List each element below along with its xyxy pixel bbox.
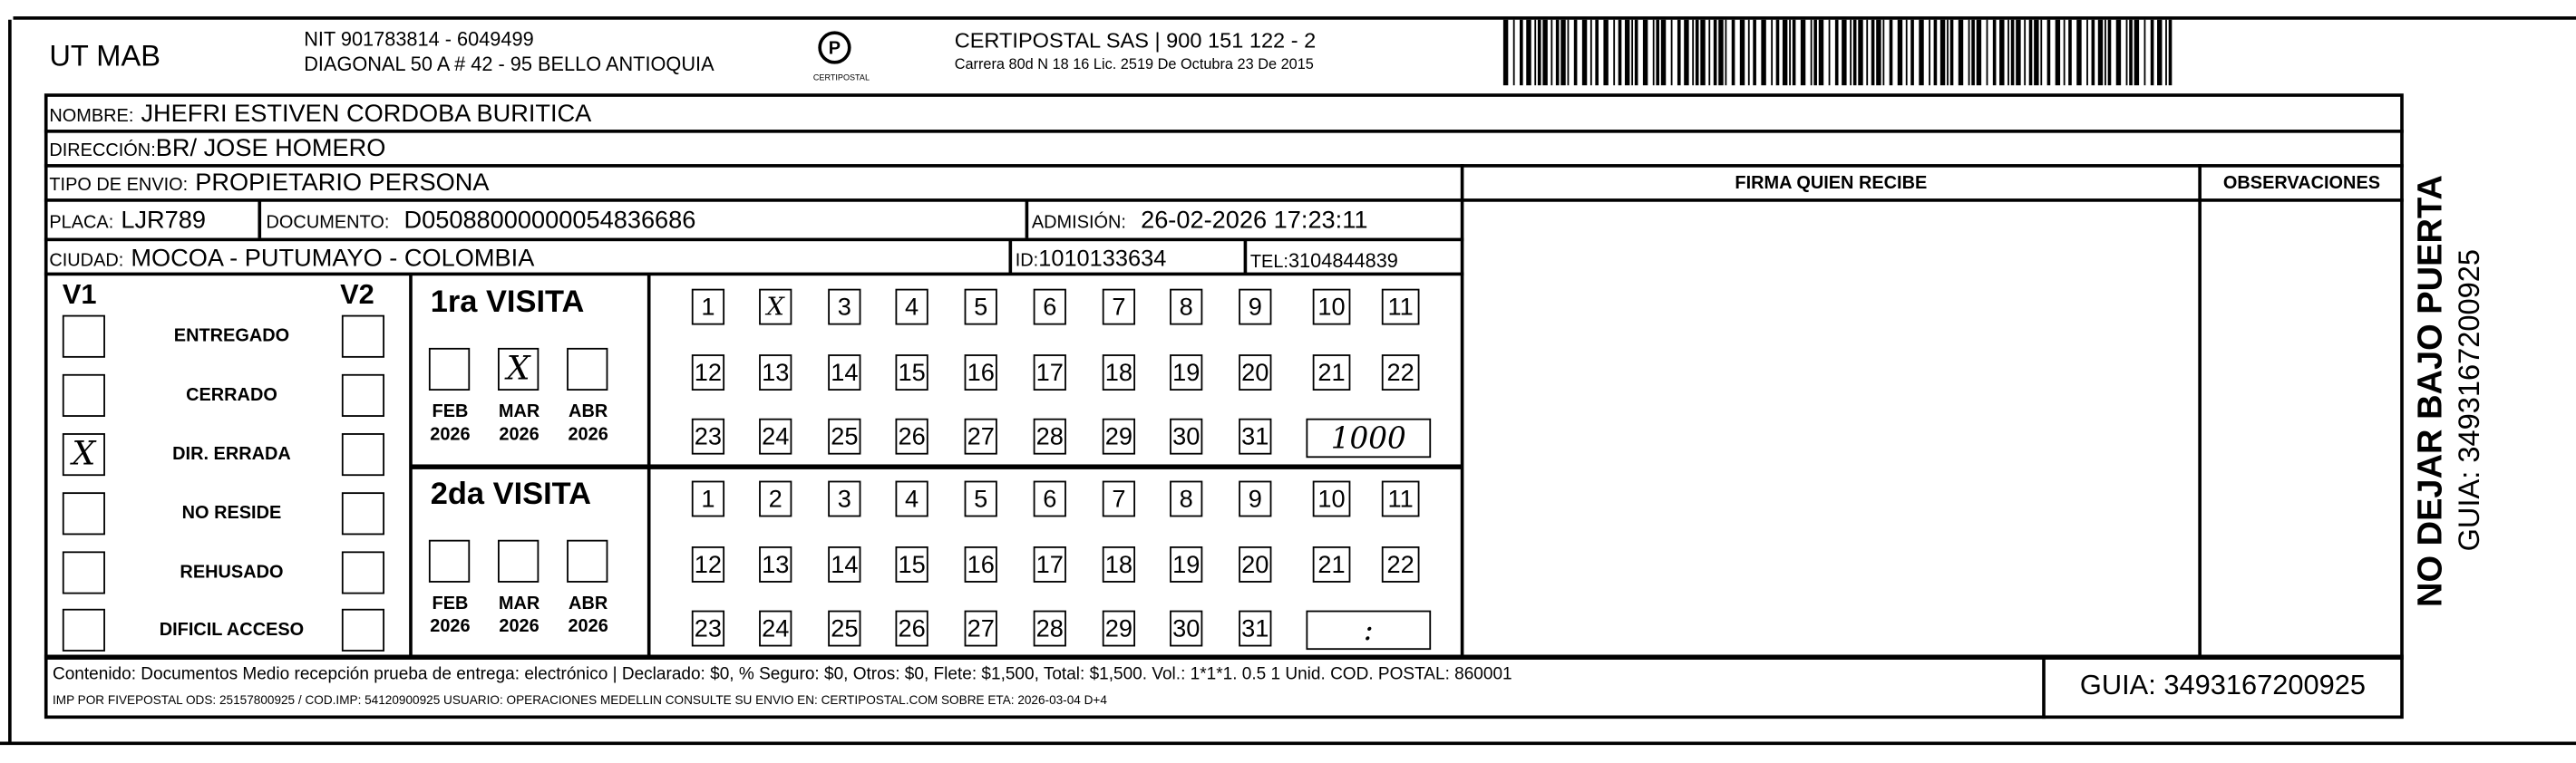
barcode-bar [1835,20,1839,85]
day-box[interactable]: 3 [828,481,860,517]
visit-title: 2da VISITA [430,477,592,512]
barcode-bar [2126,20,2128,85]
day-box[interactable]: 29 [1103,611,1135,647]
day-box[interactable]: 11 [1382,289,1420,325]
barcode-bar [1929,20,1930,85]
year-label: 2026 [499,616,540,637]
day-box[interactable]: 23 [692,419,724,455]
barcode-bar [1882,20,1884,85]
col-divider [258,200,260,238]
barcode-bar [1898,20,1902,85]
label: DOCUMENTO: [266,213,390,234]
row-divider [44,238,1463,242]
barcode-bar [2144,20,2146,85]
v2-checkbox[interactable] [342,315,384,358]
day-box[interactable]: 28 [1034,611,1066,647]
day-box[interactable]: 31 [1239,611,1271,647]
v2-checkbox[interactable] [342,492,384,535]
barcode-bar [1696,20,1699,85]
month-checkbox[interactable] [429,348,470,391]
placa-value: LJR789 [121,207,207,235]
day-box[interactable]: 27 [965,611,997,647]
barcode-bar [1866,20,1868,85]
barcode-bar [2157,20,2162,85]
barcode-bar [1513,20,1515,85]
day-box[interactable]: 13 [759,354,792,391]
day-box[interactable]: 19 [1170,354,1202,391]
day-box[interactable]: 23 [692,611,724,647]
barcode-bar [1503,20,1508,85]
barcode-bar [1568,20,1570,85]
day-box[interactable]: 8 [1170,481,1202,517]
label: NOMBRE: [49,106,134,127]
day-box[interactable]: 26 [895,419,928,455]
barcode-bar [1783,20,1787,85]
barcode-bar [1725,20,1726,85]
month-checkbox[interactable]: X [498,348,539,391]
warning-vertical: NO DEJAR BAJO PUERTA [2411,175,2450,607]
year-label: 2026 [568,616,608,637]
day-box[interactable]: 4 [895,289,928,325]
barcode-bar [1850,20,1852,85]
barcode-bar [1526,20,1531,85]
v2-header: V2 [340,278,374,311]
barcode-bar [1813,20,1817,85]
day-box[interactable]: 18 [1103,546,1135,583]
row-divider [44,164,2404,168]
barcode-bar [2016,20,2020,85]
day-box[interactable]: 19 [1170,546,1202,583]
carrier-name: CERTIPOSTAL SAS | 900 151 122 - 2 [954,27,1317,53]
carrier-license: Carrera 80d N 18 16 Lic. 2519 De Octubra 23 De 2015 [954,55,1314,72]
barcode-bar [1829,20,1831,85]
day-box[interactable]: 14 [828,546,860,583]
barcode-bar [1635,20,1638,85]
day-box[interactable]: 13 [759,546,792,583]
barcode-bar [1890,20,1893,85]
year-label: 2026 [430,424,471,445]
barcode-bar [2086,20,2088,85]
month-label: FEB [432,594,469,614]
nit: NIT 901783814 - 6049499 [304,27,534,52]
barcode-bar [1661,20,1666,85]
v2-checkbox[interactable] [342,374,384,417]
day-box[interactable]: 7 [1103,481,1135,517]
barcode-bar [1811,20,1813,85]
label: ID: [1015,251,1039,271]
day-box[interactable]: 16 [965,354,997,391]
day-box[interactable]: 20 [1239,354,1271,391]
admision-cell [1032,207,1368,237]
status-label: REHUSADO [180,563,284,583]
status-label: DIFICIL ACCESO [159,620,305,641]
day-box[interactable]: 21 [1313,546,1351,583]
barcode-bar [1819,20,1823,85]
v1-checkbox[interactable] [63,551,105,594]
barcode-bar [1656,20,1659,85]
visit-title: 1ra VISITA [430,285,585,321]
day-box[interactable]: 5 [965,481,997,517]
day-box[interactable]: 27 [965,419,997,455]
row-divider [44,655,2404,660]
barcode-bar [2040,20,2042,85]
barcode-bar [2129,20,2133,85]
day-box[interactable]: 10 [1313,481,1351,517]
barcode-bar [1718,20,1723,85]
barcode-bar [2165,20,2167,85]
barcode-bar [1574,20,1578,85]
day-box[interactable]: 22 [1382,354,1420,391]
v2-checkbox[interactable] [342,551,384,594]
barcode-bar [1876,20,1881,85]
col-divider [1026,200,1028,238]
label: PLACA: [49,213,114,234]
barcode-bar [1677,20,1681,85]
v1-checkbox[interactable] [63,315,105,358]
barcode-bar [1947,20,1949,85]
col-divider [2042,656,2045,719]
barcode-bar [2116,20,2121,85]
status-label: CERRADO [186,385,277,406]
label: CIUDAD: [49,251,124,271]
barcode-bar [2169,20,2173,85]
documento-value: D05088000000054836686 [403,207,696,235]
barcode-bar [2076,20,2081,85]
day-box[interactable]: 24 [759,611,792,647]
barcode-bar [1801,20,1805,85]
barcode-bar [2029,20,2033,85]
barcode-bar [1582,20,1587,85]
id-value: 1010133634 [1038,244,1167,271]
barcode-bar [1789,20,1791,85]
barcode-bar [2064,20,2066,85]
day-box[interactable]: 16 [965,546,997,583]
barcode-bar [2011,20,2015,85]
barcode-bar [1560,20,1565,85]
imp-text: IMP POR FIVEPOSTAL ODS: 25157800925 / COD.IMP: 54120900925 USUARIO: OPERACIONES MEDELLIN CONSULTE SU ENVIO EN: CERTIPOSTAL.COM SOBRE ETA: 2026-03-04 D+4 [52,692,1107,708]
direccion-value: BR/ JOSE HOMERO [155,134,386,163]
v1-checkbox[interactable] [63,374,105,417]
barcode-bar [1971,20,1975,85]
day-box[interactable]: 4 [895,481,928,517]
barcode-bar [1740,20,1745,85]
barcode-bar [1671,20,1673,85]
barcode-bar [1919,20,1923,85]
label: TEL: [1249,252,1288,273]
month-checkbox[interactable] [567,540,608,583]
day-box[interactable]: 1 [692,289,724,325]
ciudad-cell [49,245,534,275]
barcode-bar [1590,20,1592,85]
barcode-bar [1977,20,1981,85]
day-box[interactable]: 25 [828,419,860,455]
v1-checkbox[interactable]: X [63,433,105,476]
label: TIPO DE ENVIO: [49,175,189,196]
col-divider [1244,239,1247,274]
admision-value: 26-02-2026 17:23:11 [1141,207,1368,235]
barcode-bar [1550,20,1552,85]
month-label: ABR [569,594,608,614]
day-box[interactable]: 21 [1313,354,1351,391]
year-label: 2026 [499,424,540,445]
day-box[interactable]: 7 [1103,289,1135,325]
barcode-bar [1999,20,2004,85]
day-box[interactable]: 3 [828,289,860,325]
company-address: DIAGONAL 50 A # 42 - 95 BELLO ANTIOQUIA [304,52,714,76]
nombre-row [49,100,591,130]
barcode-bar [1542,20,1547,85]
left-edge [8,20,12,742]
day-box[interactable]: 6 [1034,289,1066,325]
barcode-bar [2105,20,2106,85]
barcode-bar [1603,20,1608,85]
barcode-bar [1842,20,1846,85]
barcode-bar [1934,20,1938,85]
barcode-bar [2034,20,2038,85]
barcode-bar [1653,20,1655,85]
barcode-bar [1643,20,1648,85]
barcode-bar [1684,20,1688,85]
observations-area[interactable] [2202,200,2402,655]
barcode-bar [1692,20,1694,85]
barcode-bar [1556,20,1560,85]
month-checkbox[interactable] [429,540,470,583]
day-box[interactable]: 24 [759,419,792,455]
barcode-bar [1987,20,1988,85]
col-divider [2198,164,2201,656]
tel-cell [1250,246,1398,276]
month-label: FEB [432,401,469,422]
barcode-bar [2098,20,2103,85]
barcode-bar [1534,20,1536,85]
barcode [1503,20,2177,85]
day-box[interactable]: 20 [1239,546,1271,583]
day-box[interactable]: 17 [1034,546,1066,583]
certipostal-logo: P CERTIPOSTAL [813,30,856,84]
month-label: ABR [569,401,608,422]
barcode-bar [1910,20,1914,85]
day-box[interactable]: 28 [1034,419,1066,455]
v2-checkbox[interactable] [342,609,384,652]
logo-icon [817,30,853,66]
day-box[interactable]: 29 [1103,419,1135,455]
year-label: 2026 [430,616,471,637]
barcode-bar [1771,20,1773,85]
day-box[interactable]: 25 [828,611,860,647]
barcode-bar [1761,20,1765,85]
direccion-row [49,134,385,164]
barcode-bar [2108,20,2112,85]
month-checkbox[interactable] [567,348,608,391]
v1-checkbox[interactable] [63,492,105,535]
day-box[interactable]: 2 [759,481,792,517]
day-box[interactable]: 8 [1170,289,1202,325]
day-box[interactable]: 9 [1239,481,1271,517]
v1-checkbox[interactable] [63,609,105,652]
barcode-bar [1906,20,1908,85]
barcode-bar [1700,20,1705,85]
v1-header: V1 [62,278,97,311]
barcode-bar [1959,20,1963,85]
visit-divider [411,464,1463,468]
contenido-text: Contenido: Documentos Medio recepción prueba de entrega: electrónico | Declarado: $0, % Seguro: $0, Otros: $0, Flete: $1,500, Total: $1,500. Vol.: 1*1*1. 0.5 1 Unid. COD. POSTAL: 860001 [52,664,1512,685]
month-label: MAR [498,594,540,614]
day-box[interactable]: 14 [828,354,860,391]
v2-checkbox[interactable] [342,433,384,476]
barcode-bar [1748,20,1750,85]
barcode-bar [1776,20,1780,85]
nombre-value: JHEFRI ESTIVEN CORDOBA BURITICA [141,100,592,129]
barcode-bar [1595,20,1599,85]
day-box[interactable]: 1 [692,481,724,517]
barcode-bar [1793,20,1796,85]
month-label: MAR [498,401,540,422]
barcode-bar [2092,20,2095,85]
company-name: UT MAB [49,39,160,72]
tel-value: 3104844839 [1288,249,1398,273]
barcode-bar [2056,20,2060,85]
signature-area[interactable] [1463,200,2198,655]
barcode-bar [1950,20,1954,85]
month-checkbox[interactable] [498,540,539,583]
day-box[interactable]: 22 [1382,546,1420,583]
label: DIRECCIÓN: [49,140,156,161]
barcode-bar [2134,20,2139,85]
barcode-bar [1871,20,1875,85]
barcode-bar [1993,20,1997,85]
tipo-value: PROPIETARIO PERSONA [195,169,490,198]
day-box[interactable]: 11 [1382,481,1420,517]
barcode-bar [2047,20,2051,85]
tipo-row [49,169,489,199]
documento-cell [267,207,696,237]
guia-vertical: GUIA: 3493167200925 [2453,248,2486,552]
barcode-bar [1619,20,1622,85]
barcode-bar [1714,20,1717,85]
time-box[interactable]: : [1306,611,1431,650]
status-label: ENTREGADO [173,326,290,347]
top-edge [13,16,2576,20]
day-box[interactable]: 5 [965,289,997,325]
barcode-bar [1753,20,1756,85]
id-cell [1016,245,1167,275]
bottom-edge [0,741,2576,745]
day-box[interactable]: 30 [1170,611,1202,647]
barcode-bar [2024,20,2026,85]
guia-footer: GUIA: 3493167200925 [2079,669,2367,701]
barcode-bar [1968,20,1970,85]
day-box[interactable]: 12 [692,354,724,391]
barcode-bar [1940,20,1945,85]
day-box[interactable]: 30 [1170,419,1202,455]
barcode-bar [2007,20,2009,85]
barcode-bar [1853,20,1857,85]
firma-header: FIRMA QUIEN RECIBE [1735,173,1928,194]
status-label: NO RESIDE [181,503,282,524]
placa-cell [49,207,206,237]
day-box[interactable]: 10 [1313,289,1351,325]
barcode-bar [1613,20,1615,85]
day-box[interactable]: 9 [1239,289,1271,325]
barcode-bar [1732,20,1735,85]
svg-text:P: P [828,38,841,59]
day-box[interactable]: 17 [1034,354,1066,391]
label: ADMISIÓN: [1031,213,1126,234]
observaciones-header: OBSERVACIONES [2222,173,2381,194]
time-box[interactable]: 1000 [1306,419,1431,458]
col-divider [1009,239,1012,274]
barcode-bar [1520,20,1523,85]
barcode-bar [1538,20,1541,85]
barcode-bar [1625,20,1629,85]
day-box[interactable]: 15 [895,354,928,391]
day-box[interactable]: 6 [1034,481,1066,517]
barcode-bar [2068,20,2072,85]
barcode-bar [1631,20,1633,85]
status-label: DIR. ERRADA [172,444,291,465]
day-box[interactable]: 12 [692,546,724,583]
day-box[interactable]: 31 [1239,419,1271,455]
day-box[interactable]: 26 [895,611,928,647]
year-label: 2026 [568,424,608,445]
barcode-bar [1858,20,1862,85]
day-box[interactable]: 18 [1103,354,1135,391]
ciudad-value: MOCOA - PUTUMAYO - COLOMBIA [131,244,535,273]
barcode-bar [2151,20,2154,85]
day-box[interactable]: 15 [895,546,928,583]
day-box[interactable]: X [759,289,792,325]
row-divider [44,130,2404,133]
barcode-bar [1708,20,1710,85]
